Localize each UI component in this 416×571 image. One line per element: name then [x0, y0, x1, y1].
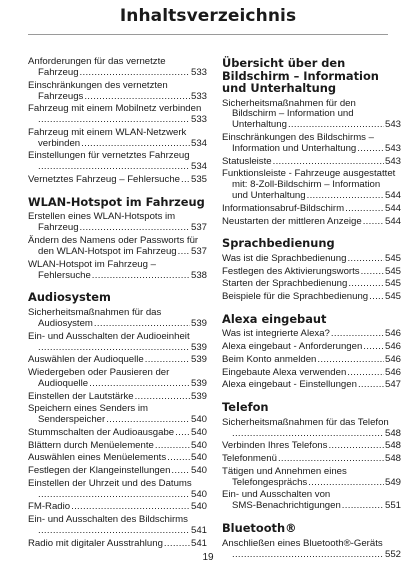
dot-leader: [273, 157, 384, 168]
section-heading-phone: Telefon: [222, 400, 269, 415]
dot-leader: [106, 415, 190, 426]
dot-leader: [175, 428, 190, 439]
toc-entry[interactable]: [222, 133, 401, 155]
toc-entry-leader-row: [222, 454, 401, 465]
toc-entry-leader-row: [222, 501, 401, 512]
toc-entry-title-line: Fahrzeug mit einem Mobilnetz verbinden: [28, 103, 202, 115]
toc-entry-page: 534: [190, 138, 207, 149]
toc-group-alexa: [222, 329, 401, 391]
toc-entry-page: 544: [384, 216, 401, 227]
toc-entry-page: 549: [384, 477, 401, 488]
toc-entry-title-line: Alexa eingebaut - Einstellungen: [222, 380, 357, 391]
toc-group-connected-vehicle: [28, 57, 207, 186]
section-heading-alexa: Alexa eingebaut: [222, 311, 327, 326]
dot-leader: [84, 92, 190, 103]
toc-entry-title-line: Stummschalten der Audioausgabe: [28, 427, 175, 438]
toc-entry[interactable]: [222, 454, 401, 465]
toc-entry[interactable]: [222, 279, 401, 290]
toc-entry-leader-row: [28, 415, 207, 426]
toc-entry[interactable]: [28, 212, 207, 234]
toc-entry-page: 546: [384, 354, 401, 365]
dot-leader: [38, 162, 190, 173]
dot-leader: [135, 392, 190, 403]
toc-entry-title-line: Informationsabruf-Bildschirm: [222, 203, 345, 214]
toc-entry-page: 540: [190, 465, 207, 476]
toc-entry-leader-row: [222, 254, 401, 265]
toc-entry-page: 545: [384, 292, 401, 303]
toc-entry-leader-row: [28, 466, 207, 477]
toc-entry[interactable]: [28, 466, 207, 477]
toc-entry[interactable]: [28, 539, 207, 550]
dot-leader: [278, 454, 384, 465]
toc-entry-title-line: Information und Unterhaltung: [232, 143, 357, 154]
toc-entry[interactable]: [222, 267, 401, 278]
toc-entry-leader-row: [222, 368, 401, 379]
toc-entry-page: 552: [384, 549, 401, 560]
toc-entry-title-line: Telefongesprächs: [232, 477, 308, 488]
toc-entry-leader-row: [28, 247, 207, 258]
toc-entry[interactable]: [28, 308, 207, 330]
toc-entry[interactable]: [28, 515, 207, 537]
toc-entry-title-line: Radio mit digitaler Ausstrahlung: [28, 538, 163, 549]
toc-entry-title-line: Erstellen eines WLAN-Hotspots im: [28, 211, 176, 223]
dot-leader: [347, 368, 384, 379]
section-heading-audio: Audiosystem: [28, 290, 111, 305]
toc-entry[interactable]: [222, 441, 401, 452]
toc-entry-page: 546: [384, 367, 401, 378]
toc-entry-leader-row: [28, 319, 207, 330]
toc-entry-title-line: Ein- und Ausschalten des Bildschirms: [28, 513, 188, 525]
toc-entry-page: 540: [190, 453, 207, 464]
toc-entry[interactable]: [28, 128, 207, 150]
toc-entry-title-line: Unterhaltung: [232, 120, 287, 131]
toc-entry-title-line: Sicherheitsmaßnahmen für das Telefon: [222, 416, 389, 428]
toc-entry[interactable]: [222, 380, 401, 391]
toc-entry-page: 533: [190, 67, 207, 78]
toc-entry-title-line: Auswählen der Audioquelle: [28, 355, 144, 366]
toc-entry[interactable]: [222, 368, 401, 379]
dot-leader: [38, 526, 190, 537]
toc-entry-title-line: Funktionsleiste - Fahrzeuge ausgestattet: [222, 168, 396, 180]
toc-entry-page: 548: [384, 441, 401, 452]
dot-leader: [317, 355, 384, 366]
dot-leader: [363, 342, 384, 353]
dot-leader: [167, 453, 190, 464]
toc-entry-leader-row: [28, 490, 207, 501]
section-heading-bluetooth: Bluetooth®: [222, 521, 297, 536]
toc-entry-title-line: Sicherheitsmaßnahmen für den: [222, 97, 356, 109]
toc-entry-title-line: und Unterhaltung: [232, 191, 306, 202]
toc-entry-title-line: Ein- und Ausschalten der Audioeinheit: [28, 330, 190, 342]
dot-leader: [308, 478, 384, 489]
toc-entry[interactable]: [28, 479, 207, 501]
toc-entry[interactable]: [222, 418, 401, 440]
toc-entry-leader-row: [222, 204, 401, 215]
toc-entry-title-line: Telefonmenü: [222, 454, 277, 464]
toc-entry-title-line: Fahrzeug mit einem WLAN-Netzwerk: [28, 126, 187, 138]
toc-entry[interactable]: [28, 502, 207, 513]
dot-leader: [288, 120, 384, 131]
dot-leader: [38, 115, 190, 126]
toc-entry-page: 539: [190, 378, 207, 389]
toc-entry-title-line: Speichern eines Senders im: [28, 403, 148, 415]
dot-leader: [361, 267, 384, 278]
dot-leader: [358, 380, 384, 391]
toc-entry-page: 551: [384, 501, 401, 512]
toc-entry-title-line: Neustarten der mittleren Anzeige: [222, 216, 362, 227]
toc-group-audio: [28, 308, 207, 549]
dot-leader: [38, 490, 190, 501]
toc-entry-leader-row: [28, 175, 207, 186]
toc-entry-leader-row: [222, 267, 401, 278]
title-divider: [28, 34, 388, 35]
toc-entry-leader-row: [28, 379, 207, 390]
toc-entry-leader-row: [28, 139, 207, 150]
toc-entry-title-line: Sicherheitsmaßnahmen für das: [28, 306, 162, 318]
toc-entry-leader-row: [222, 355, 401, 366]
toc-entry-title-line: Einschränkungen des vernetzten: [28, 79, 168, 91]
toc-entry-title-line: Beim Konto anmelden: [222, 354, 317, 365]
toc-entry-page: 543: [384, 120, 401, 131]
toc-entry-leader-row: [28, 223, 207, 234]
toc-entry-page: 537: [190, 246, 207, 257]
toc-entry-title-line: Statusleiste: [222, 156, 272, 167]
toc-entry-title-line: Starten der Sprachbedienung: [222, 279, 348, 290]
toc-entry-leader-row: [222, 380, 401, 391]
toc-entry-title-line: Einstellen der Lautstärke: [28, 391, 134, 402]
toc-entry-leader-row: [28, 441, 207, 452]
toc-entry-title-line: Audiosystem: [38, 318, 93, 329]
toc-entry-leader-row: [222, 120, 401, 131]
toc-entry-title-line: den WLAN-Hotspot im Fahrzeug: [38, 246, 177, 257]
section-heading-voice: Sprachbedienung: [222, 236, 335, 251]
toc-entry-title-line: Anschließen eines Bluetooth®-Geräts: [222, 537, 383, 549]
toc-entry-title-line: Ändern des Namens oder Passworts für: [28, 235, 199, 247]
dot-leader: [164, 539, 190, 550]
toc-entry-title-line: Blättern durch Menüelemente: [28, 440, 154, 451]
toc-entry-title-line: Tätigen und Annehmen eines: [222, 465, 347, 477]
toc-entry-page: 540: [190, 440, 207, 451]
toc-entry-page: 535: [190, 175, 207, 186]
toc-group-wlan: [28, 212, 207, 281]
toc-entry-leader-row: [222, 144, 401, 155]
toc-entry-title-line: Einstellungen für vernetztes Fahrzeug: [28, 150, 190, 162]
toc-entry[interactable]: [28, 392, 207, 403]
toc-entry[interactable]: [28, 236, 207, 258]
toc-entry-page: 540: [190, 427, 207, 438]
toc-entry[interactable]: [222, 254, 401, 265]
page-number: 19: [202, 552, 214, 563]
dot-leader: [94, 319, 190, 330]
toc-entry-title-line: Ein- und Ausschalten von: [222, 489, 331, 501]
toc-entry-leader-row: [28, 92, 207, 103]
toc-entry-leader-row: [28, 392, 207, 403]
toc-entry-page: 547: [384, 380, 401, 391]
dot-leader: [38, 343, 190, 354]
toc-entry-page: 533: [190, 91, 207, 102]
dot-leader: [363, 217, 384, 228]
dot-leader: [80, 223, 190, 234]
toc-entry-title-line: WLAN-Hotspot im Fahrzeug –: [28, 258, 156, 270]
toc-entry-title-line: Anforderungen für das vernetzte: [28, 56, 166, 67]
toc-entry-page: 545: [384, 266, 401, 277]
toc-entry[interactable]: [222, 355, 401, 366]
toc-entry-page: 544: [384, 191, 401, 202]
dot-leader: [345, 204, 384, 215]
dot-leader: [81, 139, 190, 150]
toc-entry[interactable]: [28, 404, 207, 426]
toc-entry-page: 545: [384, 253, 401, 264]
toc-entry[interactable]: [222, 292, 401, 303]
toc-entry-leader-row: [28, 115, 207, 126]
toc-entry[interactable]: [222, 490, 401, 512]
dot-leader: [369, 292, 384, 303]
toc-entry-page: 538: [190, 270, 207, 281]
toc-entry[interactable]: [28, 260, 207, 282]
dot-leader: [232, 429, 384, 440]
toc-entry[interactable]: [28, 355, 207, 366]
toc-entry[interactable]: [28, 104, 207, 126]
dot-leader: [80, 68, 190, 79]
toc-entry-page: 545: [384, 279, 401, 290]
dot-leader: [307, 191, 384, 202]
dot-leader: [347, 254, 384, 265]
toc-entry-leader-row: [28, 539, 207, 550]
toc-entry-page: 533: [190, 115, 207, 126]
toc-entry-page: 543: [384, 143, 401, 154]
toc-entry-title-line: Festlegen der Klangeinstellungen: [28, 465, 171, 476]
toc-entry-title-line: Alexa eingebaut - Anforderungen: [222, 342, 363, 353]
dot-leader: [178, 247, 190, 258]
section-heading-wlan: WLAN-Hotspot im Fahrzeug: [28, 194, 205, 209]
toc-entry[interactable]: [28, 428, 207, 439]
page-title: Inhaltsverzeichnis: [119, 6, 297, 26]
toc-entry-page: 540: [190, 502, 207, 513]
toc-entry-title-line: SMS-Benachrichtigungen: [232, 501, 341, 512]
toc-entry-page: 537: [190, 223, 207, 234]
toc-entry[interactable]: [28, 332, 207, 354]
toc-entry-page: 540: [190, 489, 207, 500]
toc-entry-title-line: Was ist die Sprachbedienung: [222, 253, 347, 264]
toc-entry-page: 548: [384, 454, 401, 464]
toc-entry-leader-row: [28, 355, 207, 366]
toc-entry-leader-row: [28, 526, 207, 537]
toc-entry-page: 541: [190, 538, 207, 549]
toc-group-voice: [222, 254, 401, 303]
dot-leader: [331, 329, 384, 340]
toc-entry-leader-row: [28, 162, 207, 173]
toc-group-phone: [222, 418, 401, 512]
dot-leader: [348, 279, 384, 290]
dot-leader: [357, 144, 384, 155]
toc-entry[interactable]: [28, 151, 207, 173]
toc-entry-title-line: Senderspeicher: [38, 415, 106, 426]
toc-entry-title-line: Eingebaute Alexa verwenden: [222, 367, 347, 378]
toc-entry-page: 546: [384, 342, 401, 353]
toc-entry-leader-row: [222, 329, 401, 340]
toc-entry[interactable]: [28, 453, 207, 464]
toc-entry-title-line: mit: 8-Zoll-Bildschirm – Information: [232, 179, 381, 191]
toc-entry-title-line: Fahrzeug: [38, 223, 79, 234]
toc-entry-page: 534: [190, 162, 207, 173]
toc-entry-title-line: Was ist integrierte Alexa?: [222, 329, 330, 340]
dot-leader: [342, 501, 384, 512]
toc-entry-title-line: Festlegen des Aktivierungsworts: [222, 266, 360, 277]
dot-leader: [92, 271, 190, 282]
dot-leader: [181, 175, 190, 186]
toc-entry-title-line: Vernetztes Fahrzeug – Fehlersuche: [28, 175, 180, 186]
dot-leader: [71, 502, 190, 513]
toc-entry-page: 539: [190, 318, 207, 329]
toc-entry-leader-row: [222, 478, 401, 489]
toc-entry[interactable]: [222, 204, 401, 215]
toc-entry-leader-row: [28, 428, 207, 439]
toc-right-column: [222, 57, 401, 562]
toc-entry-page: 548: [384, 428, 401, 439]
toc-entry-leader-row: [222, 191, 401, 202]
toc-entry[interactable]: [222, 99, 401, 132]
toc-left-column: [28, 57, 207, 551]
dot-leader: [328, 441, 384, 452]
toc-entry-title-line: Einstellen der Uhrzeit und des Datums: [28, 477, 192, 489]
toc-entry[interactable]: [28, 81, 207, 103]
toc-entry-title-line: Beispiele für die Sprachbedienung: [222, 292, 369, 303]
toc-entry-page: 539: [190, 342, 207, 353]
toc-entry-page: 539: [190, 391, 207, 402]
toc-entry[interactable]: [222, 169, 401, 202]
toc-group-overview: [222, 99, 401, 228]
toc-entry-leader-row: [28, 453, 207, 464]
toc-entry-leader-row: [28, 271, 207, 282]
toc-entry[interactable]: [222, 467, 401, 489]
toc-entry-page: 546: [384, 329, 401, 340]
toc-entry-leader-row: [222, 292, 401, 303]
toc-entry-page: 540: [190, 415, 207, 426]
toc-entry-title-line: Bildschirm – Information und: [232, 108, 354, 120]
dot-leader: [171, 466, 190, 477]
toc-entry-leader-row: [222, 157, 401, 168]
dot-leader: [155, 441, 190, 452]
toc-entry-leader-row: [222, 429, 401, 440]
toc-entry-leader-row: [28, 502, 207, 513]
toc-entry[interactable]: [222, 342, 401, 353]
toc-entry-page: 543: [384, 156, 401, 167]
toc-entry-title-line: Fahrzeugs: [38, 91, 84, 102]
toc-entry-page: 544: [384, 203, 401, 214]
toc-entry[interactable]: [222, 157, 401, 168]
toc-entry-leader-row: [28, 68, 207, 79]
toc-entry-title-line: FM-Radio: [28, 502, 71, 513]
toc-entry-leader-row: [28, 343, 207, 354]
toc-entry-leader-row: [222, 217, 401, 228]
toc-entry-title-line: Verbinden Ihres Telefons: [222, 441, 328, 452]
toc-entry-title-line: Fehlersuche: [38, 270, 91, 281]
toc-entry-leader-row: [222, 342, 401, 353]
toc-entry-title-line: Audioquelle: [38, 378, 89, 389]
toc-entry-title-line: verbinden: [38, 138, 81, 149]
toc-entry-page: 539: [190, 355, 207, 366]
toc-entry-title-line: Auswählen eines Menüelements: [28, 453, 167, 464]
toc-entry[interactable]: [222, 329, 401, 340]
toc-entry[interactable]: [28, 368, 207, 390]
toc-entry-title-line: Einschränkungen des Bildschirms –: [222, 132, 374, 144]
toc-entry[interactable]: [222, 217, 401, 228]
toc-entry-page: 541: [190, 525, 207, 536]
toc-entry[interactable]: [28, 175, 207, 186]
section-heading-overview: Übersicht über den Bildschirm – Information und Unterhaltung: [222, 56, 379, 95]
toc-entry[interactable]: [28, 441, 207, 452]
dot-leader: [145, 355, 190, 366]
toc-entry-leader-row: [222, 279, 401, 290]
toc-entry[interactable]: [28, 57, 207, 79]
dot-leader: [89, 379, 190, 390]
toc-entry-title-line: Wiedergeben oder Pausieren der: [28, 366, 170, 378]
toc-entry-title-line: Fahrzeug: [38, 67, 79, 78]
toc-entry-leader-row: [222, 441, 401, 452]
